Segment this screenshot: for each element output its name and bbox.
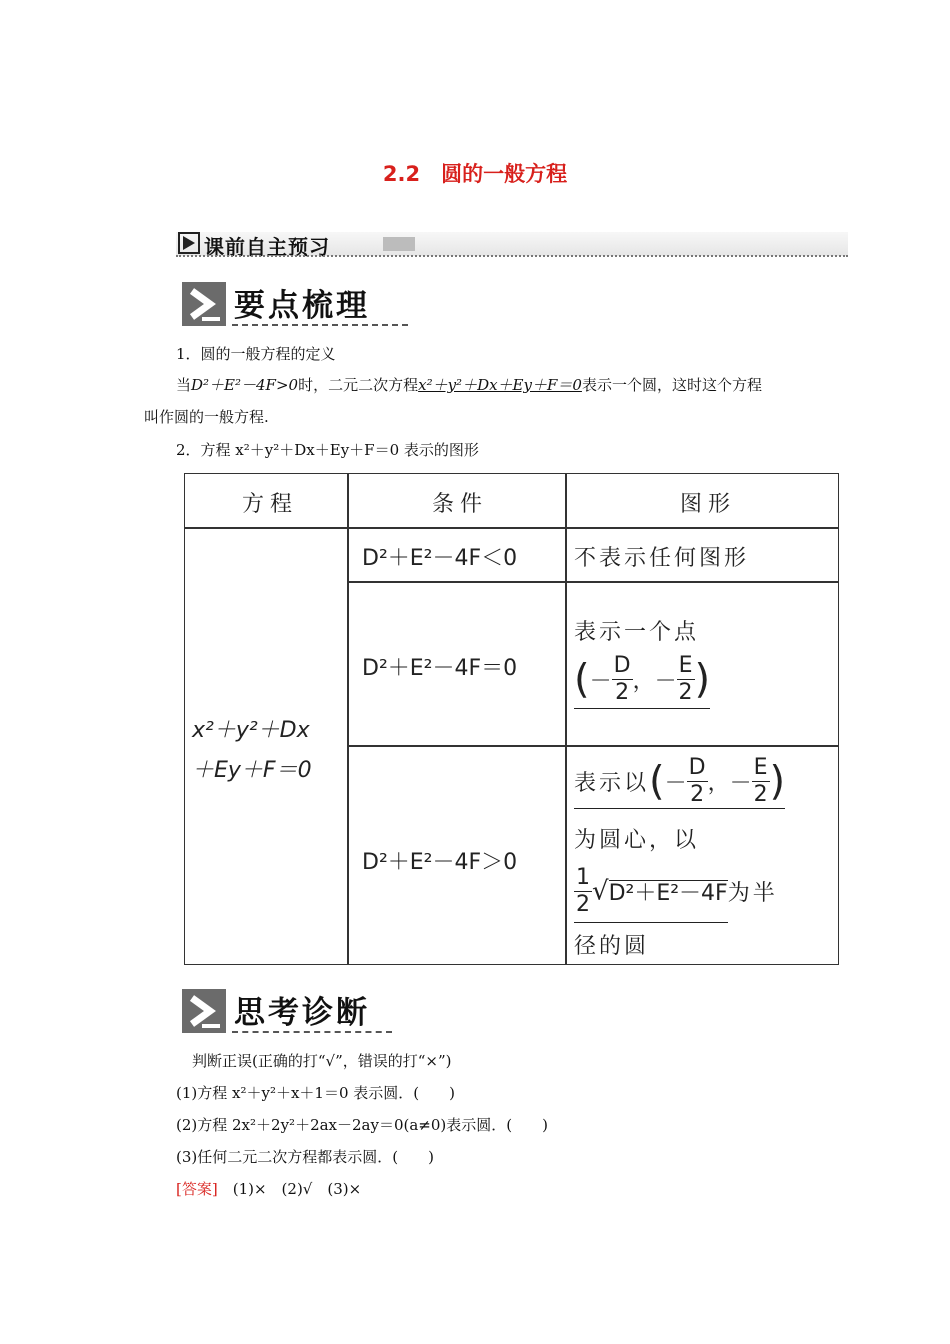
point-1-body: 当D²＋E²－4F>0时，二元二次方程x²＋y²＋Dx＋Ey＋F＝0表示一个圆，这时这个方程	[176, 376, 762, 394]
page-title: 2.2 圆的一般方程	[382, 162, 568, 186]
header-figure: 图形	[680, 492, 737, 517]
answer-label: [答案]	[176, 1180, 218, 1198]
header-condition: 条件	[432, 492, 489, 517]
chevron-right-icon	[182, 989, 226, 1033]
circle-radius: $\frac{1}{2}$ √D²＋E²－4F为半	[574, 865, 778, 923]
blank-answer: x²＋y²＋Dx＋Ey＋F＝0	[418, 376, 582, 394]
equation-cell	[184, 527, 349, 965]
shape-point-label: 表示一个点	[574, 620, 700, 645]
condition-zero: D²＋E²－4F＝0	[362, 656, 518, 681]
condition-negative: D²＋E²－4F＜0	[362, 546, 518, 571]
quiz-question-1: (1)方程 x²＋y²＋x＋1＝0 表示圆．( )	[176, 1084, 455, 1102]
quiz-question-3: (3)任何二元二次方程都表示圆．( )	[176, 1148, 434, 1166]
quiz-answer	[176, 1179, 361, 1199]
chevron-right-icon	[182, 282, 226, 326]
quiz-intro: 判断正误(正确的打“√”，错误的打“×”)	[192, 1052, 452, 1070]
section-title: 思考诊断	[234, 995, 370, 1031]
banner-label: 课前自主预习	[204, 235, 330, 259]
point-2-heading: 2．方程 x²＋y²＋Dx＋Ey＋F＝0 表示的图形	[176, 441, 479, 459]
quiz-question-2: (2)方程 2x²＋2y²＋2ax－2ay＝0(a≠0)表示圆．( )	[176, 1116, 548, 1134]
point-1-heading: 1．圆的一般方程的定义	[176, 345, 336, 363]
section-header-key-points	[182, 282, 422, 328]
condition-positive: D²＋E²－4F＞0	[362, 850, 518, 875]
section-title: 要点梳理	[234, 288, 370, 324]
shape-radius-tail: 径的圆	[574, 934, 650, 959]
section-header-diagnosis	[182, 989, 422, 1035]
arrow-box-icon	[178, 232, 200, 254]
answer-text: (1)× (2)√ (3)×	[232, 1180, 362, 1198]
figure-table	[184, 473, 839, 965]
equation-line-1: x²＋y²＋Dx	[192, 718, 310, 743]
section-banner	[176, 228, 848, 260]
shape-none: 不表示任何图形	[574, 546, 750, 571]
header-equation: 方程	[242, 492, 299, 517]
point-1-tail: 叫作圆的一般方程.	[144, 408, 269, 426]
equation-line-2: ＋Ey＋F＝0	[192, 758, 312, 783]
shape-center-label: 为圆心，以	[574, 828, 700, 853]
point-coordinates: (－ $\frac{D}{2}$ ，－ $\frac{E}{2}$ )	[574, 653, 710, 709]
circle-center: 表示以(－ $\frac{D}{2}$ ，－ $\frac{E}{2}$ )	[574, 755, 786, 807]
